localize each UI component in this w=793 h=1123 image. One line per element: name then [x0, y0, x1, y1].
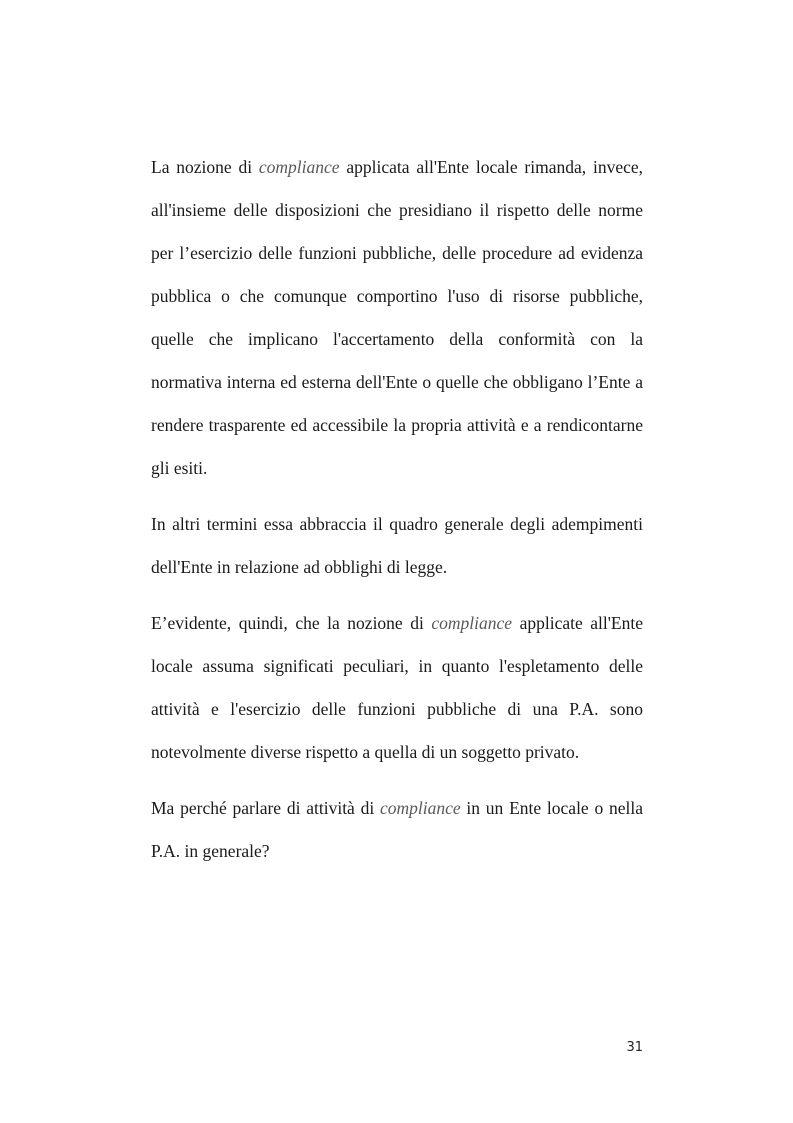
paragraph-summary [151, 503, 643, 589]
emphasized-term: compliance [431, 613, 513, 633]
paragraph-text: applicate all'Ente locale assuma significati peculiari, in quanto l'espletamento delle attività e l'esercizio delle funzioni pubbliche di una P.A. sono notevolmente diverse rispetto a quella di un soggetto privato. [151, 613, 643, 762]
paragraph-peculiarities [151, 602, 643, 774]
paragraph-question [151, 787, 643, 873]
paragraph-text: E’evidente, quindi, che la nozione di [151, 613, 432, 633]
paragraph-text: Ma perché parlare di attività di [151, 798, 380, 818]
paragraph-text: in un Ente locale o nella P.A. in generale? [151, 798, 643, 861]
paragraph-text: applicata all'Ente locale rimanda, invece, all'insieme delle disposizioni che presidiano il rispetto delle norme per l’esercizio delle funzioni pubbliche, delle procedure ad evidenza pubblica o che comunque comportino l'uso di risorse pubbliche, quelle che implicano l'accertamento della conformità con la normativa interna ed esterna dell'Ente o quelle che obbligano l’Ente a rendere trasparente ed accessibile la propria attività e a rendicontarne gli esiti. [151, 157, 643, 478]
paragraph-compliance-definition [151, 146, 643, 490]
emphasized-term: compliance [379, 798, 461, 818]
paragraph-text: In altri termini essa abbraccia il quadro generale degli adempimenti dell'Ente in relazione ad obblighi di legge. [151, 514, 643, 577]
page-number: 31 [626, 1040, 643, 1055]
body-text [151, 146, 643, 873]
paragraph-text: La nozione di [151, 157, 259, 177]
emphasized-term: compliance [258, 157, 340, 177]
